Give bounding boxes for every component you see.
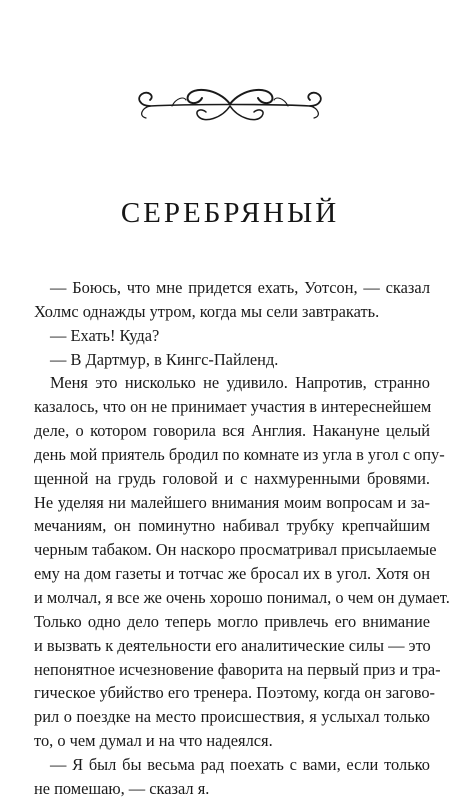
text-line: Меня это нисколько не удивило. Напротив, странно [50, 373, 430, 393]
text-line: гическое убийство его тренера. Поэтому, когда он загово- [34, 683, 436, 703]
text-line: ему на дом газеты и тотчас же бросал их в угол. Хотя он [34, 564, 430, 584]
text-line: щенной на грудь головой и с нахмуренными бровями. [34, 468, 430, 488]
text-line: день мой приятель бродил по комнате из угла в угол с опу- [34, 444, 445, 464]
text-line: — Ехать! Куда? [50, 325, 160, 345]
text-line: казалось, что он не принимает участия в интереснейшем [34, 397, 432, 417]
scroll-ornament-icon [128, 84, 332, 128]
chapter-title: СЕРЕБРЯНЫЙ [120, 197, 340, 229]
text-line: то, о чем думал и на что надеялся. [34, 731, 273, 751]
text-line: черным табаком. Он наскоро просматривал присылаемые [34, 540, 437, 560]
text-line: Холмс однажды утром, когда мы сели завтракать. [34, 301, 380, 321]
text-line: непонятное исчезновение фаворита на первый приз и тра- [34, 659, 441, 679]
text-line: Не уделяя ни малейшего внимания моим вопросам и за- [34, 492, 430, 512]
text-line: и вызвать к деятельности его аналитические силы — это [34, 635, 431, 655]
text-line: — В Дартмур, в Кингс-Пайленд. [50, 349, 279, 369]
body-text [34, 276, 450, 801]
text-line: — Я был бы весьма рад поехать с вами, если только [50, 754, 430, 774]
text-line: мечаниям, он поминутно набивал трубку крепчайшим [34, 516, 430, 536]
text-line: деле, о котором говорила вся Англия. Накануне целый [34, 421, 430, 441]
text-line: — Боюсь, что мне придется ехать, Уотсон, — сказал [50, 278, 430, 297]
text-line: Только одно дело теперь могло привлечь его внимание [34, 611, 430, 631]
text-line: не помешаю, — сказал я. [34, 778, 210, 798]
text-line: рил о поездке на место происшествия, я услыхал только [34, 707, 430, 727]
text-line: и молчал, я все же очень хорошо понимал, о чем он думает. [34, 587, 450, 607]
